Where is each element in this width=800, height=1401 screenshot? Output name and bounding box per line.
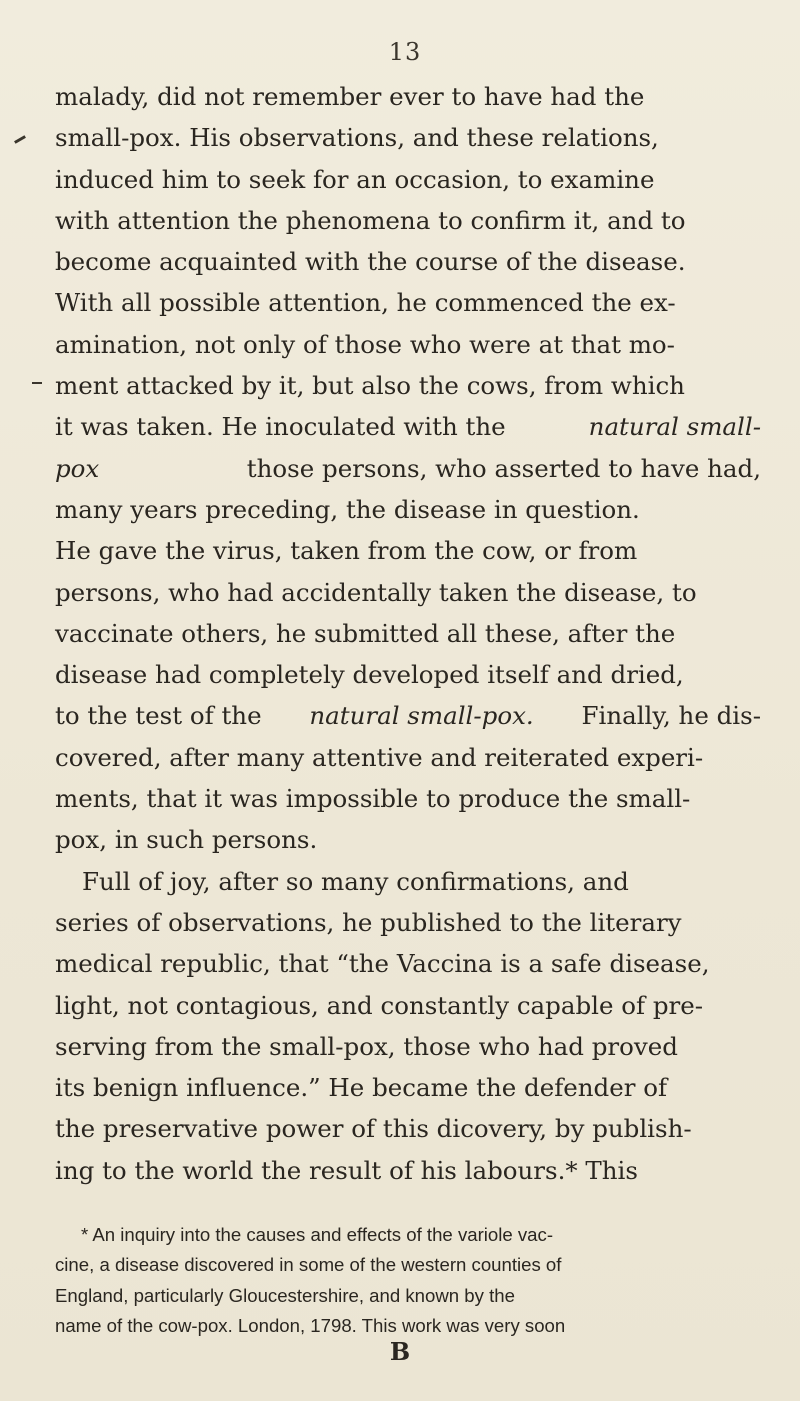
text-line: malady, did not remember ever to have had the — [55, 82, 645, 111]
ink-blemish — [32, 382, 42, 384]
text-line: persons, who had accidentally taken the disease, to — [55, 577, 697, 607]
text-line: series of observations, he published to the literary — [55, 907, 682, 937]
text-line: pox those persons, who asserted to have had, — [55, 453, 761, 483]
text-line: many years preceding, the disease in question. — [55, 494, 640, 524]
text-line: Full of joy, after so many confirmations, and — [82, 866, 629, 896]
text-line: ing to the world the result of his labours.* This — [55, 1155, 638, 1185]
text-line: disease had completely developed itself and dried, — [55, 660, 684, 690]
text-line: small-pox. His observations, and these relations, — [55, 123, 659, 153]
text-line: with attention the phenomena to confirm it, and to — [55, 205, 686, 235]
text-line: amination, not only of those who were at that mo- — [55, 329, 675, 359]
text-line: He gave the virus, taken from the cow, or from — [55, 536, 638, 566]
text-line: ments, that it was impossible to produce the small- — [55, 784, 691, 814]
text-line: the preservative power of this dicovery, by publish- — [55, 1114, 692, 1144]
body-text — [55, 76, 761, 1191]
text-line: covered, after many attentive and reiterated experi- — [55, 742, 704, 772]
text-line: vaccinate others, he submitted all these, after the — [55, 618, 676, 648]
text-line: medical republic, that “the Vaccina is a safe disease, — [55, 949, 710, 979]
text-line: become acquainted with the course of the disease. — [55, 247, 686, 277]
text-line: induced him to seek for an occasion, to examine — [55, 164, 655, 194]
text-line: to the test of the natural small-pox. Finally, he dis- — [55, 701, 761, 731]
ink-blemish — [14, 135, 26, 144]
footnote-line: cine, a disease discovered in some of the western counties of — [55, 1254, 562, 1276]
footnote-line: England, particularly Gloucestershire, and known by the — [55, 1284, 515, 1306]
signature-mark: B — [389, 1337, 411, 1366]
footnote-line: name of the cow-pox. London, 1798. This work was very soon — [55, 1315, 566, 1337]
text-line: With all possible attention, he commenced the ex- — [55, 288, 676, 318]
text-line: ment attacked by it, but also the cows, from which — [55, 371, 685, 401]
text-line: its benign influence.” He became the defender of — [55, 1073, 668, 1103]
footnote — [55, 1220, 761, 1342]
text-line: pox, in such persons. — [55, 825, 318, 855]
page-number: 13 — [388, 38, 422, 66]
text-line: it was taken. He inoculated with the natural small- — [55, 412, 761, 442]
footnote-line: * An inquiry into the causes and effects of the variole vac- — [81, 1224, 554, 1245]
text-line: serving from the small-pox, those who had proved — [55, 1031, 678, 1061]
text-line: light, not contagious, and constantly capable of pre- — [55, 990, 704, 1020]
